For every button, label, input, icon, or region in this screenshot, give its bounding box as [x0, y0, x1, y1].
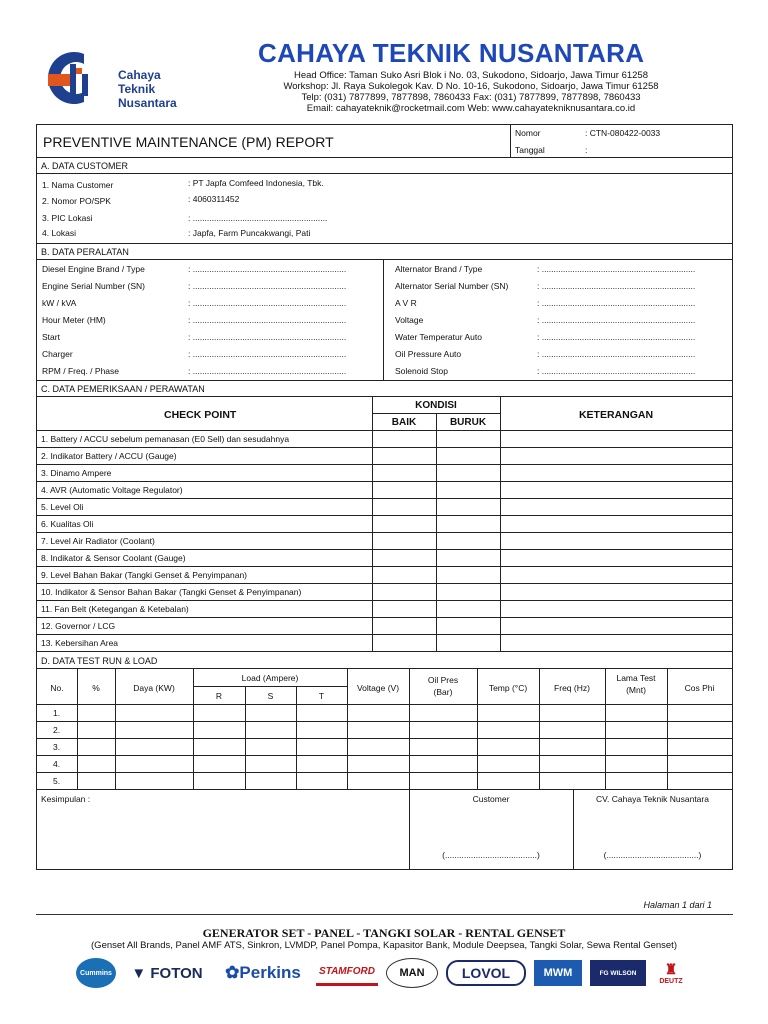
- cell-divider: [667, 773, 668, 789]
- cell-divider: [539, 756, 540, 772]
- cell-divider: [296, 739, 297, 755]
- po-spk-label: 2. Nomor PO/SPK: [42, 196, 111, 206]
- testrun-row[interactable]: [37, 722, 732, 739]
- col-oil-pres: Oil Pres: [427, 675, 459, 685]
- buruk-cell[interactable]: [437, 533, 500, 549]
- cell-divider: [477, 739, 478, 755]
- baik-cell[interactable]: [373, 550, 436, 566]
- cell-divider: [245, 756, 246, 772]
- col-keterangan: KETERANGAN: [578, 409, 654, 421]
- baik-cell[interactable]: [373, 516, 436, 532]
- signoff-block: [37, 790, 732, 870]
- brand-mwm-logo: MWM: [534, 960, 582, 986]
- col-oil-unit: (Bar): [433, 687, 453, 697]
- cell-divider: [77, 722, 78, 738]
- checkpoint-label: 1. Battery / ACCU sebelum pemanasan (E0 Sell) dan sesudahnya: [41, 434, 290, 444]
- perkins-icon: ✿: [225, 963, 240, 982]
- cell-divider: [193, 722, 194, 738]
- buruk-cell[interactable]: [437, 584, 500, 600]
- col-daya: Daya (KW): [133, 683, 175, 693]
- equipment-left-value[interactable]: : .................................................................: [188, 349, 347, 359]
- checkpoint-label: 6. Kualitas Oli: [41, 519, 94, 529]
- equipment-left-value[interactable]: : .................................................................: [188, 298, 347, 308]
- keterangan-cell[interactable]: [501, 635, 732, 651]
- checkpoint-label: 12. Governor / LCG: [41, 621, 116, 631]
- brand-foton-logo: ▼ FOTON: [131, 964, 203, 982]
- buruk-cell[interactable]: [437, 516, 500, 532]
- baik-cell[interactable]: [373, 499, 436, 515]
- cell-divider: [77, 739, 78, 755]
- brand-perkins-logo: ✿ Perkins: [225, 963, 301, 982]
- col-buruk: BURUK: [449, 417, 487, 428]
- col-lama-test: Lama Test: [616, 673, 656, 683]
- checkpoint-row: [37, 431, 732, 448]
- equipment-right-value[interactable]: : .................................................................: [537, 332, 696, 342]
- brand-deutz-logo: ♜ DEUTZ: [659, 961, 683, 985]
- cell-divider: [477, 773, 478, 789]
- col-baik: BAIK: [391, 417, 417, 428]
- cell-divider: [347, 756, 348, 772]
- testrun-header: [37, 669, 732, 705]
- col-cos-phi: Cos Phi: [684, 683, 715, 693]
- cell-divider: [115, 756, 116, 772]
- buruk-cell[interactable]: [437, 635, 500, 651]
- cell-divider: [409, 722, 410, 738]
- col-no: No.: [50, 683, 64, 693]
- cell-divider: [193, 739, 194, 755]
- cell-divider: [539, 705, 540, 721]
- col-s: S: [267, 691, 274, 701]
- cell-divider: [605, 739, 606, 755]
- equipment-left-value[interactable]: : .................................................................: [188, 332, 347, 342]
- cell-divider: [296, 756, 297, 772]
- equipment-right-value[interactable]: : .................................................................: [537, 315, 696, 325]
- checkpoint-row: [37, 448, 732, 465]
- col-load: Load (Ampere): [241, 673, 299, 683]
- customer-sign-label: Customer: [472, 794, 510, 804]
- cell-divider: [477, 756, 478, 772]
- company-name: CAHAYA TEKNIK NUSANTARA: [258, 38, 645, 68]
- cell-divider: [77, 773, 78, 789]
- report-title-row: [37, 125, 732, 158]
- checkpoint-row: [37, 533, 732, 550]
- equipment-left-label: Start: [42, 332, 60, 342]
- equipment-right-label: A V R: [395, 298, 417, 308]
- keterangan-cell[interactable]: [501, 584, 732, 600]
- col-t: T: [318, 691, 325, 701]
- testrun-row[interactable]: [37, 773, 732, 790]
- cell-divider: [193, 756, 194, 772]
- head-office-address: Head Office: Taman Suko Asri Blok i No. 03, Sukodono, Sidoarjo, Jawa Timur 61258: [294, 70, 648, 81]
- cell-divider: [77, 756, 78, 772]
- checkpoint-row: [37, 499, 732, 516]
- cell-divider: [193, 773, 194, 789]
- buruk-cell[interactable]: [437, 482, 500, 498]
- checkpoint-label: 8. Indikator & Sensor Coolant (Gauge): [41, 553, 186, 563]
- testrun-row[interactable]: [37, 739, 732, 756]
- footer-title: GENERATOR SET - PANEL - TANGKI SOLAR - RENTAL GENSET: [202, 926, 566, 940]
- equipment-right-label: Solenoid Stop: [395, 366, 448, 376]
- checkpoint-label: 4. AVR (Automatic Voltage Regulator): [41, 485, 183, 495]
- testrun-row-number: 1.: [53, 708, 61, 718]
- checkpoint-row: [37, 601, 732, 618]
- checkpoint-label: 11. Fan Belt (Ketegangan & Ketebalan): [41, 604, 189, 614]
- cell-divider: [605, 705, 606, 721]
- checkpoint-label: 10. Indikator & Sensor Bahan Bakar (Tangki Genset & Penyimpanan): [41, 587, 302, 597]
- pm-report-form: [36, 124, 733, 870]
- kesimpulan-label: Kesimpulan :: [41, 794, 91, 804]
- customer-block: [37, 174, 732, 244]
- keterangan-cell[interactable]: [501, 516, 732, 532]
- lokasi-label: 4. Lokasi: [42, 228, 77, 238]
- checkpoint-row: [37, 635, 732, 652]
- cell-divider: [605, 773, 606, 789]
- equipment-left-label: Diesel Engine Brand / Type: [42, 264, 145, 274]
- cell-divider: [667, 739, 668, 755]
- equipment-left-label: RPM / Freq. / Phase: [42, 366, 119, 376]
- keterangan-cell[interactable]: [501, 601, 732, 617]
- cell-divider: [539, 722, 540, 738]
- section-b-header: [37, 244, 732, 260]
- cell-divider: [605, 722, 606, 738]
- cell-divider: [115, 773, 116, 789]
- buruk-cell[interactable]: [437, 465, 500, 481]
- cell-divider: [347, 705, 348, 721]
- cell-divider: [667, 722, 668, 738]
- workshop-address: Workshop: Jl. Raya Sukolegok Kav. D No. 10-16, Sukodono, Sidoarjo, Jawa Timur 61258: [283, 81, 659, 92]
- cell-divider: [347, 722, 348, 738]
- baik-cell[interactable]: [373, 448, 436, 464]
- equipment-right-label: Water Temperatur Auto: [395, 332, 482, 342]
- checkpoint-label: 13. Kebersihan Area: [41, 638, 119, 648]
- cell-divider: [193, 705, 194, 721]
- company-signature-line[interactable]: (.......................................): [603, 850, 702, 860]
- baik-cell[interactable]: [373, 482, 436, 498]
- customer-name-label: 1. Nama Customer: [42, 180, 114, 190]
- cell-divider: [296, 705, 297, 721]
- checkpoint-row: [37, 567, 732, 584]
- equipment-left-label: Charger: [42, 349, 73, 359]
- equipment-divider: [383, 260, 384, 380]
- keterangan-cell[interactable]: [501, 533, 732, 549]
- checkpoint-row: [37, 618, 732, 635]
- buruk-cell[interactable]: [437, 448, 500, 464]
- brand-stamford-logo: STAMFORD: [316, 960, 378, 986]
- section-a-header: [37, 158, 732, 174]
- keterangan-cell[interactable]: [501, 550, 732, 566]
- testrun-row[interactable]: [37, 756, 732, 773]
- brand-fgwilson-logo: FG WILSON: [590, 960, 646, 986]
- buruk-cell[interactable]: [437, 567, 500, 583]
- equipment-left-value[interactable]: : .................................................................: [188, 366, 347, 376]
- cell-divider: [245, 705, 246, 721]
- page-number: Halaman 1 dari 1: [643, 900, 712, 910]
- checkpoint-row: [37, 584, 732, 601]
- buruk-cell[interactable]: [437, 431, 500, 447]
- buruk-cell[interactable]: [437, 601, 500, 617]
- cell-divider: [77, 705, 78, 721]
- section-d-title: D. DATA TEST RUN & LOAD: [41, 655, 158, 666]
- testrun-row-number: 4.: [53, 759, 61, 769]
- col-freq: Freq (Hz): [554, 683, 590, 693]
- checkpoint-label: 7. Level Air Radiator (Coolant): [41, 536, 155, 546]
- load-underline: [193, 686, 347, 687]
- equipment-right-label: Alternator Serial Number (SN): [395, 281, 509, 291]
- report-title: PREVENTIVE MAINTENANCE (PM) REPORT: [43, 134, 334, 150]
- brand-logos: [76, 955, 726, 991]
- letterhead: [36, 36, 736, 120]
- cell-divider: [667, 756, 668, 772]
- title-divider: [510, 125, 511, 157]
- section-b-title: B. DATA PERALATAN: [41, 246, 129, 257]
- cell-divider: [115, 722, 116, 738]
- keterangan-cell[interactable]: [501, 448, 732, 464]
- company-logo: [40, 42, 190, 114]
- baik-cell[interactable]: [373, 567, 436, 583]
- section-c-title: C. DATA PEMERIKSAAN / PERAWATAN: [41, 383, 205, 394]
- cell-divider: [409, 773, 410, 789]
- buruk-cell[interactable]: [437, 550, 500, 566]
- equipment-right-label: Alternator Brand / Type: [395, 264, 483, 274]
- equipment-left-label: Engine Serial Number (SN): [42, 281, 145, 291]
- cell-divider: [296, 773, 297, 789]
- lokasi-value[interactable]: : Japfa, Farm Puncakwangi, Pati: [188, 228, 311, 238]
- testrun-row-number: 3.: [53, 742, 61, 752]
- equipment-right-value[interactable]: : .................................................................: [537, 349, 696, 359]
- cell-divider: [245, 722, 246, 738]
- customer-signature-line[interactable]: (.......................................): [442, 850, 540, 860]
- equipment-block: [37, 260, 732, 381]
- equipment-left-label: kW / kVA: [42, 298, 77, 308]
- foton-icon: ▼: [131, 964, 151, 982]
- cell-divider: [347, 773, 348, 789]
- section-a-title: A. DATA CUSTOMER: [41, 160, 129, 171]
- cell-divider: [409, 756, 410, 772]
- col-temp: Temp (°C): [488, 683, 528, 693]
- buruk-cell[interactable]: [437, 499, 500, 515]
- logo-line-3: Nusantara: [118, 96, 177, 110]
- brand-lovol-logo: LOVOL: [446, 960, 526, 986]
- testrun-row-number: 5.: [53, 776, 61, 786]
- equipment-right-value[interactable]: : .................................................................: [537, 298, 696, 308]
- cell-divider: [477, 722, 478, 738]
- cell-divider: [347, 739, 348, 755]
- keterangan-cell[interactable]: [501, 499, 732, 515]
- checkpoint-label: 3. Dinamo Ampere: [41, 468, 112, 478]
- buruk-cell[interactable]: [437, 618, 500, 634]
- tanggal-value[interactable]: :: [585, 145, 588, 155]
- testrun-row-number: 2.: [53, 725, 61, 735]
- checkpoint-label: 5. Level Oli: [41, 502, 84, 512]
- email-web: Email: cahayateknik@rocketmail.com Web: www.cahayatekniknusantara.co.id: [306, 103, 636, 114]
- equipment-right-label: Voltage: [395, 315, 424, 325]
- logo-line-1: Cahaya: [118, 68, 161, 82]
- baik-cell[interactable]: [373, 618, 436, 634]
- checkpoint-label: 9. Level Bahan Bakar (Tangki Genset & Penyimpanan): [41, 570, 248, 580]
- brand-cummins-logo: Cummins: [76, 958, 116, 988]
- equipment-right-label: Oil Pressure Auto: [395, 349, 462, 359]
- cell-divider: [245, 739, 246, 755]
- keterangan-cell[interactable]: [501, 465, 732, 481]
- equipment-right-value[interactable]: : .................................................................: [537, 281, 696, 291]
- baik-cell[interactable]: [373, 465, 436, 481]
- cell-divider: [115, 739, 116, 755]
- section-d-header: [37, 653, 732, 669]
- nomor-label: Nomor: [515, 128, 541, 138]
- checkpoint-row: [37, 516, 732, 533]
- cell-divider: [409, 705, 410, 721]
- col-r: R: [215, 691, 223, 701]
- footer-divider: [36, 914, 733, 915]
- section-c-header: [37, 381, 732, 397]
- checkpoint-label: 2. Indikator Battery / ACCU (Gauge): [41, 451, 177, 461]
- col-kondisi: KONDISI: [415, 400, 457, 411]
- baik-cell[interactable]: [373, 431, 436, 447]
- keterangan-cell[interactable]: [501, 618, 732, 634]
- tanggal-label: Tanggal: [515, 145, 545, 155]
- cell-divider: [539, 739, 540, 755]
- phone-fax: Telp: (031) 7877899, 7877898, 7860433 Fax: (031) 7877899, 7877898, 7860433: [301, 92, 641, 103]
- baik-cell[interactable]: [373, 601, 436, 617]
- checkpoint-row: [37, 550, 732, 567]
- equipment-left-value[interactable]: : .................................................................: [188, 281, 347, 291]
- cell-divider: [296, 722, 297, 738]
- equipment-left-value[interactable]: : .................................................................: [188, 264, 347, 274]
- pic-lokasi-value[interactable]: : .........................................................: [188, 213, 328, 223]
- keterangan-cell[interactable]: [501, 567, 732, 583]
- cell-divider: [409, 739, 410, 755]
- cell-divider: [245, 773, 246, 789]
- baik-cell[interactable]: [373, 635, 436, 651]
- logo-line-2: Teknik: [118, 82, 156, 96]
- keterangan-cell[interactable]: [501, 482, 732, 498]
- cell-divider: [115, 705, 116, 721]
- footer-subtitle: (Genset All Brands, Panel AMF ATS, Sinkron, LVMDP, Panel Pompa, Kapasitor Bank, Module Deepsea, Tangki Solar, Sewa Rental Genset): [91, 940, 677, 951]
- equipment-left-label: Hour Meter (HM): [42, 315, 106, 325]
- equipment-right-value[interactable]: : .................................................................: [537, 366, 696, 376]
- customer-name-value[interactable]: : PT Japfa Comfeed Indonesia, Tbk.: [188, 178, 324, 188]
- cell-divider: [477, 705, 478, 721]
- checkpoint-row: [37, 482, 732, 499]
- baik-cell[interactable]: [373, 533, 436, 549]
- col-lama-unit: (Mnt): [626, 685, 646, 695]
- company-sign-label: CV. Cahaya Teknik Nusantara: [596, 794, 709, 804]
- logo-wordmark: [118, 68, 177, 110]
- nomor-value[interactable]: : CTN-080422-0033: [585, 128, 661, 138]
- checkpoint-header: [37, 397, 732, 431]
- ctn-logo-icon: [40, 46, 104, 110]
- baik-cell[interactable]: [373, 584, 436, 600]
- brand-man-logo: MAN: [386, 958, 438, 988]
- deutz-icon: ♜: [664, 961, 678, 977]
- col-check-point: CHECK POINT: [164, 409, 237, 421]
- keterangan-cell[interactable]: [501, 431, 732, 447]
- pic-lokasi-label: 3. PIC Lokasi: [42, 213, 93, 223]
- equipment-left-value[interactable]: : .................................................................: [188, 315, 347, 325]
- cell-divider: [605, 756, 606, 772]
- col-voltage: Voltage (V): [356, 683, 400, 693]
- cell-divider: [539, 773, 540, 789]
- cell-divider: [667, 705, 668, 721]
- po-spk-value[interactable]: : 4060311452: [188, 194, 240, 204]
- testrun-row[interactable]: [37, 705, 732, 722]
- checkpoint-row: [37, 465, 732, 482]
- col-percent: %: [92, 683, 100, 693]
- equipment-right-value[interactable]: : .................................................................: [537, 264, 696, 274]
